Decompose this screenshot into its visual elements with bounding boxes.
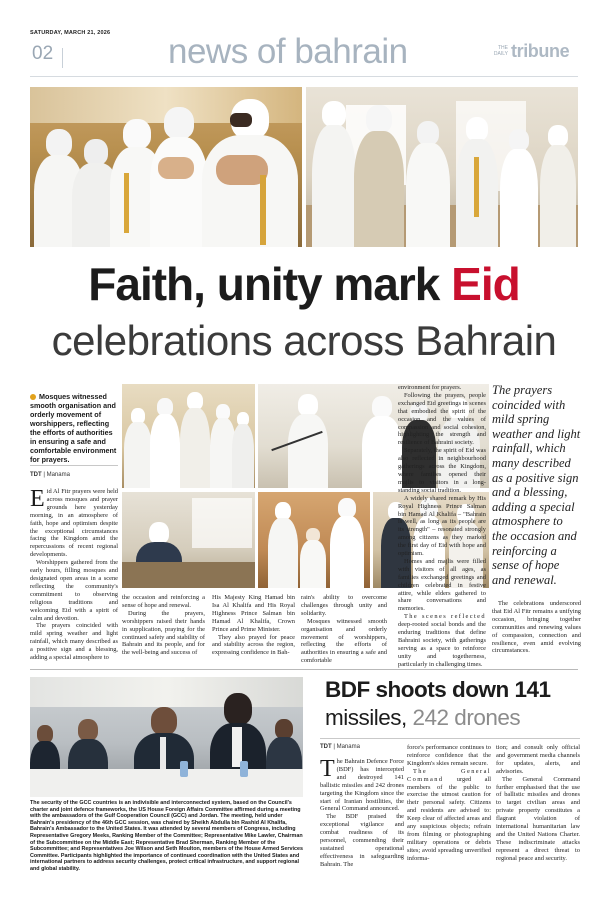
lead-subheadline: celebrations across Bahrain (51, 317, 557, 364)
lead-col5-p5: Homes and majlis were filled with visitors of all ages, as families exchanged greetings and children celebrated in festive attire, while elders gathered to share conversations and memories. (398, 557, 486, 613)
bdf-subheadline (325, 704, 581, 732)
bdf-col2-p2-rest: urged all members of the public to exercise the utmost caution for their personal safety. Citizens and residents are advised to: Keep clear of affected areas and any suspicious objects; refrain from filming or photographing military operations or debris sites; avoid spreading unverified informa- (407, 775, 491, 862)
lead-column-1 (30, 488, 118, 662)
page-number: 02 (32, 43, 54, 64)
lead-col4-p1: rain's ability to overcome challenges through unity and solidarity. (301, 594, 387, 617)
bdf-headline: BDF shoots down 141 (325, 677, 551, 702)
masthead (30, 30, 578, 76)
lead-col2-p1: the occasion and reinforcing a sense of hope and renewal. (122, 594, 205, 609)
tribune-logo (488, 41, 578, 64)
lead-col5-p4: A widely shared remark by His Royal Highness Prince Salman bin Hamad Al Khalifa – "Bahrain is well, as long as its people are its strength" – resonated strongly among citizens as they marked the first day of Eid with hope and optimism. (398, 494, 486, 558)
issue-date: SATURDAY, MARCH 21, 2026 (30, 30, 111, 36)
lead-col3-p1: His Majesty King Hamad bin Isa Al Khalifa and His Royal Highness Prince Salman bin Hamad Al Khalifa, Crown Prince and Prime Minister. (212, 594, 295, 633)
byline-source: TDT (30, 472, 42, 478)
dropcap: E (30, 486, 45, 512)
photo-gcc-congress-meeting (30, 677, 303, 797)
bdf-headline-rule (320, 738, 580, 739)
lead-summary (30, 392, 118, 464)
masthead-rule (30, 76, 578, 77)
photo-majlis-gathering (122, 384, 255, 488)
lead-col2-p2: During the prayers, worshippers raised their hands in supplication, praying for the continued safety and stability of Bahrain and its people, and for the well-being and success of (122, 609, 205, 657)
bdf-col2-p2-spaced: The General Command (407, 767, 491, 783)
lead-col5-p2: Following the prayers, people exchanged Eid greetings in scenes that embodied the spirit of the occasion and the values of compassion and social cohesion, highlighting the strength and resilience of Bahraini society. (398, 391, 486, 447)
lead-summary-text: Mosques witnessed smooth organisation and orderly movement of worshippers, reflecting the efforts of authorities in ensuring a safe and comfortable environment for prayers. (30, 392, 117, 464)
bdf-col1-p1: he Bahrain Defence Force (BDF) has intercepted and destroyed 141 ballistic missiles and 242 drones targeting the Kingdom since the start of Iranian hostilities, the General Command announced. (320, 758, 404, 813)
bdf-column-3 (496, 744, 580, 863)
bdf-subheadline-missiles: missiles, (325, 705, 413, 730)
bullet-dot-icon (30, 394, 36, 400)
lead-col5-p6-spaced: The scenes reflected (404, 613, 486, 621)
bdf-dropcap: T (320, 756, 335, 782)
lead-headline (30, 258, 578, 310)
lead-col4-p2: Mosques witnessed smooth organisation and orderly movement of worshippers, reflecting the efforts of authorities in ensuring a safe and comfortable (301, 617, 387, 665)
bdf-col3-p2: The General Command further emphasised that the use of ballistic missiles and drones to target civilian areas and private property constitutes a flagrant violation of international humanitarian law and the United Nations Charter. These indiscriminate attacks represent a direct threat to regional peace and security. (496, 775, 580, 862)
lead-col5-p1: environment for prayers. (398, 384, 462, 391)
lead-column-3 (212, 594, 295, 657)
section-title: news of bahrain (168, 32, 408, 71)
lead-col3-p2: They also prayed for peace and stability across the region, expressing confidence in Bah- (212, 633, 295, 657)
bdf-col3-p1: tion; and consult only official and government media channels for updates, alerts, and advisories. (496, 744, 580, 775)
photo-eid-greetings-hall (306, 87, 578, 247)
section-divider (30, 669, 578, 670)
photo-eid-prayer-supplication (30, 87, 302, 247)
lead-column-6 (492, 600, 581, 655)
byline-location: | Manama (41, 472, 70, 478)
lead-col1-p2: Worshippers gathered from the early hours, filling mosques and designated open areas in a scene reflecting the community's commitment to observing religious traditions and welcoming Eid with a spirit of calm and devotion. (30, 559, 118, 622)
lead-col1-p3: The prayers coincided with mild spring weather and light rainfall, which many described as a positive sign and a blessing, adding a special atmosphere to (30, 622, 118, 662)
photo-elder-seated (122, 492, 255, 588)
bdf-column-1 (320, 758, 404, 869)
lead-column-4 (301, 594, 387, 665)
lead-headline-main: Faith, unity mark (88, 258, 452, 310)
lead-byline (30, 472, 70, 478)
lead-col5-p3: Separately, the spirit of Eid was also reflected in neighbourhood gatherings across the Kingdom, where families opened their majlis to visitors in a long-standing social tradition. (398, 447, 486, 494)
tribune-logo-small: THE DAILY (493, 45, 508, 57)
bdf-byline-source: TDT (320, 744, 332, 750)
meeting-photo-caption: The security of the GCC countries is an indivisible and interconnected system, based on the Council's charter and joint defence frameworks, the US House Foreign Affairs Committee affirmed during a meeting with the ambassadors of the Gulf Cooperation Council (GCC) and Jordan. The meeting, held under Bahrain's presidency of the 46th GCC session, was chaired by Sheikh Abdulla bin Rashid Al Khalifa, Bahrain's Ambassador to the United States. It was attended by several members of Congress, including Representative Gregory Meeks, Ranking Member of the Committee; Representative Mike Lawler, Chairman of the Subcommittee on the Middle East; Representative Brad Sherman, Ranking Member of the Subcommittee; and Representatives Joe Wilson and Seth Moulton, members of the House Armed Services Committee. Participants highlighted the importance of continued coordination with the United States and international partners to address security challenges, protect critical infrastructure, and support regional and global stability. (30, 800, 303, 872)
lead-column-5 (398, 384, 486, 669)
lead-col5-p6-rest: deep-rooted social bonds and the enduring traditions that define Bahraini society, with gatherings serving as a space to reinforce unity and togetherness, particularly in challenging times. (398, 621, 486, 668)
summary-divider (30, 465, 118, 466)
pull-quote: The prayers coincided with mild spring weather and light rainfall, which many described as a positive sign and a blessing, adding a special atmosphere to the occasion and reinforcing a sense of hope and renewal. (492, 383, 581, 587)
lead-column-2 (122, 594, 205, 657)
lead-col1-p1: id Al Fitr prayers were held across mosques and prayer grounds here yesterday morning, in an atmosphere of faith, hope and optimism despite the exceptional circumstances facing the Kingdom amid the repercussions of recent regional developments. (30, 488, 118, 559)
photo-family-visit (258, 492, 370, 588)
bdf-col2-p1: force's performance continues to reinforce confidence that the Kingdom's skies remain secure. (407, 744, 491, 767)
lead-headline-highlight: Eid (451, 258, 520, 310)
masthead-divider (62, 48, 63, 68)
bdf-subheadline-drones: 242 drones (412, 705, 521, 730)
bdf-col1-p2: The BDF praised the exceptional vigilance and combat readiness of its personnel, commending their sustained operational effectiveness in safeguarding Bahrain. The (320, 813, 404, 868)
bdf-byline (320, 744, 360, 750)
tribune-logo-name: tribune (511, 41, 570, 61)
lead-col6-p1: The celebrations underscored that Eid Al Fitr remains a unifying occasion, bringing together communities and renewing values of compassion, connection and resilience, even amid evolving circumstances. (492, 600, 581, 655)
bdf-column-2 (407, 744, 491, 863)
bdf-byline-location: | Manama (331, 744, 360, 750)
